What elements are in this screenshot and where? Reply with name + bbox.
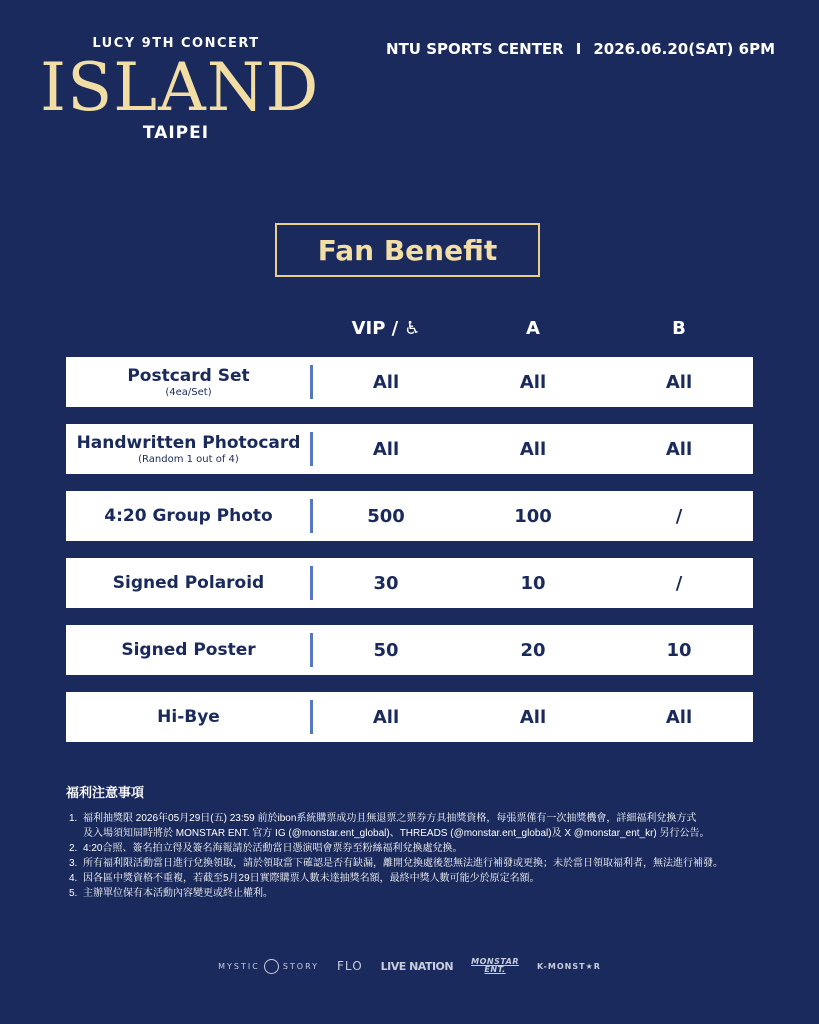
- row-divider: [310, 633, 313, 667]
- note-item: [66, 811, 786, 826]
- vip-value: All: [372, 438, 400, 460]
- tour-title-logo: ISLAND: [40, 49, 320, 126]
- monstar-ent-logo: [471, 958, 519, 974]
- benefit-name: Hi-Bye: [157, 707, 220, 727]
- concert-datetime: 2026.06.20(SAT) 6PM: [593, 40, 775, 58]
- benefit-row-postcard-set: [66, 357, 753, 407]
- vip-value: All: [372, 371, 400, 393]
- row-divider: [310, 365, 313, 399]
- b-value: /: [675, 572, 683, 594]
- benefit-label: [66, 692, 311, 742]
- note-text: 福利抽獎限 2026年05月29日(五) 23:59 前於ibon系統購票成功且無退票之票券方具抽獎資格，每張票僅有一次抽獎機會，詳細福利兌換方式: [83, 813, 697, 824]
- b-value: All: [665, 438, 693, 460]
- note-item: [66, 856, 786, 871]
- note-number: 3.: [69, 858, 78, 869]
- note-number: 1.: [69, 813, 78, 824]
- benefit-label: [66, 558, 311, 608]
- venue-date-line: [386, 40, 775, 58]
- benefit-row-signed-poster: [66, 625, 753, 675]
- venue-name: NTU SPORTS CENTER: [386, 40, 564, 58]
- benefit-row-hi-bye: [66, 692, 753, 742]
- benefit-table: [66, 357, 753, 759]
- column-header-a: A: [526, 318, 540, 339]
- row-divider: [310, 499, 313, 533]
- vip-value: 500: [367, 505, 405, 527]
- benefit-label: [66, 625, 311, 675]
- benefit-row-signed-polaroid: [66, 558, 753, 608]
- benefit-name: Handwritten Photocard: [76, 433, 301, 453]
- note-item: [66, 871, 786, 886]
- b-value: All: [665, 706, 693, 728]
- a-value: All: [519, 371, 547, 393]
- notes-title: 福利注意事項: [66, 785, 145, 800]
- column-header-vip: [326, 318, 446, 339]
- note-number: 2.: [69, 843, 78, 854]
- a-value: 100: [514, 505, 552, 527]
- vip-value: 30: [373, 572, 399, 594]
- note-text: 4:20合照、簽名拍立得及簽名海報請於活動當日憑演唱會票券至粉絲福利兌換處兌換。: [83, 843, 463, 854]
- a-value: All: [519, 438, 547, 460]
- benefit-label: [66, 491, 311, 541]
- mystic-text: MYSTIC: [218, 961, 260, 971]
- benefit-notes: [66, 782, 786, 901]
- concert-name: LUCY 9TH CONCERT: [92, 36, 260, 51]
- column-header-b: B: [672, 318, 686, 339]
- benefit-name: Signed Poster: [121, 640, 256, 660]
- benefit-row-handwritten-photocard: [66, 424, 753, 474]
- mystic-story-logo: [218, 959, 319, 974]
- city-name: TAIPEI: [142, 123, 210, 143]
- k-monstar-logo: K-MONST★R: [537, 961, 601, 971]
- benefit-detail: (Random 1 out of 4): [138, 454, 239, 465]
- column-header-vip-label: VIP /: [351, 318, 399, 339]
- benefit-detail: (4ea/Set): [165, 387, 212, 398]
- page-title: Fan Benefit: [317, 233, 498, 267]
- a-value: 20: [520, 639, 546, 661]
- note-text: 主辦單位保有本活動內容變更或終止權利。: [83, 888, 273, 899]
- b-value: All: [665, 371, 693, 393]
- ent-text: ENT.: [484, 965, 506, 974]
- note-text: 所有福利限活動當日進行兌換領取，請於領取當下確認是否有缺漏，離開兌換處後恕無法進行補發或更換；未於當日領取福利者，無法進行補發。: [83, 858, 723, 869]
- fan-benefit-title-box: [275, 223, 540, 277]
- row-divider: [310, 700, 313, 734]
- notes-list: [66, 811, 786, 901]
- mystic-ring-icon: [264, 959, 279, 974]
- note-number: 5.: [69, 888, 78, 899]
- row-divider: [310, 566, 313, 600]
- benefit-name: 4:20 Group Photo: [104, 506, 273, 526]
- b-value: 10: [666, 639, 692, 661]
- concert-branding: [40, 36, 320, 143]
- a-value: 10: [520, 572, 546, 594]
- vip-value: All: [372, 706, 400, 728]
- sponsor-logos: [0, 958, 819, 974]
- header-separator: I: [575, 40, 582, 58]
- row-divider: [310, 432, 313, 466]
- benefit-name: Signed Polaroid: [112, 573, 265, 593]
- note-text: 及入場須知屆時將於 MONSTAR ENT. 官方 IG (@monstar.ent_global)、THREADS (@monstar.ent_global)及 X @monstar_ent_kr) 另行公告。: [83, 828, 710, 839]
- note-item: [66, 886, 786, 901]
- benefit-label: [66, 357, 311, 407]
- note-item: [66, 841, 786, 856]
- monstar-text: MONSTAR: [471, 957, 520, 966]
- flo-logo: FLO: [337, 959, 363, 973]
- live-nation-logo: LIVE NATION: [380, 959, 454, 973]
- benefit-label: [66, 424, 311, 474]
- benefit-row-group-photo: [66, 491, 753, 541]
- wheelchair-icon: ♿: [404, 318, 421, 339]
- benefit-name: Postcard Set: [127, 366, 250, 386]
- vip-value: 50: [373, 639, 399, 661]
- note-number: 4.: [69, 873, 78, 884]
- b-value: /: [675, 505, 683, 527]
- note-item: [66, 826, 786, 841]
- a-value: All: [519, 706, 547, 728]
- story-text: STORY: [282, 961, 320, 971]
- note-text: 因各區中獎資格不重複，若截至5月29日實際購票人數未達抽獎名額，最終中獎人數可能少於原定名額。: [83, 873, 540, 884]
